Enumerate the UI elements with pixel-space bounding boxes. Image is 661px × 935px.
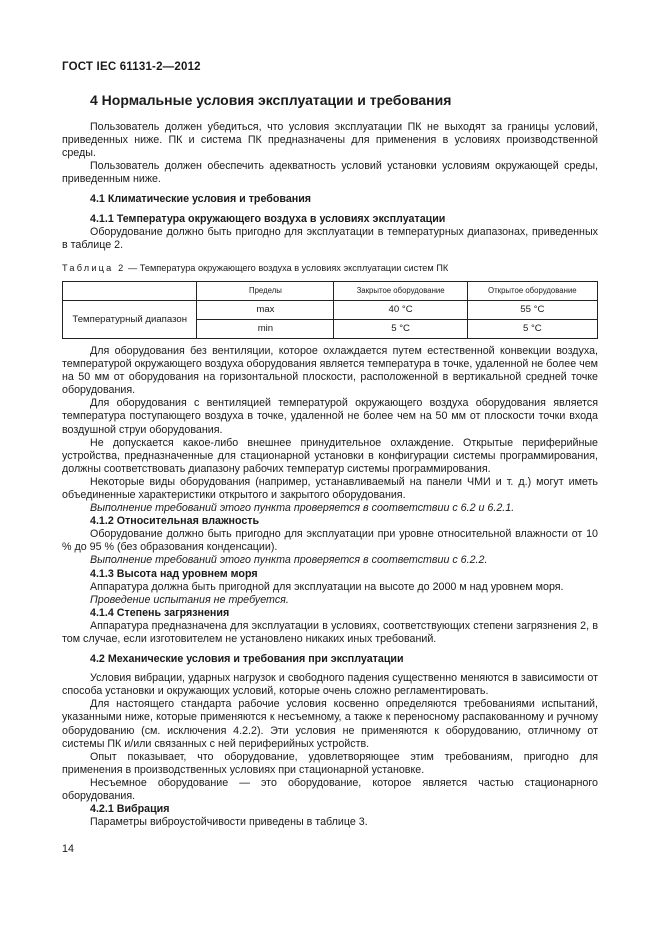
paragraph: Пользователь должен обеспечить адекватность условий установки условиям окружающей среды, приведенным ниже. [62, 160, 598, 186]
paragraph: Аппаратура должна быть пригодной для эксплуатации на высоте до 2000 м над уровнем моря. [90, 580, 564, 593]
table-header-row [63, 281, 598, 300]
clause-heading: 4.1.1 Температура окружающего воздуха в условиях эксплуатации [90, 212, 446, 225]
subsection-heading: 4.1 Климатические условия и требования [90, 193, 312, 206]
cell-min-closed: 5 °С [334, 319, 467, 338]
paragraph: Не допускается какое-либо внешнее принудительное охлаждение. Открытые периферийные устройства, предназначенные для стационарной установки в конфигурации системы программирования, должны соответствовать диапазону рабочих температур системы программирования. [62, 436, 598, 475]
paragraph: Несъемное оборудование — это оборудование, которое является частью стационарного оборудования. [62, 776, 598, 803]
cell-max-label: max [197, 300, 334, 319]
clause-heading: 4.1.2 Относительная влажность [90, 515, 260, 528]
page-number: 14 [62, 843, 74, 855]
section-title: 4 Нормальные условия эксплуатации и требования [90, 92, 452, 108]
paragraph: Оборудование должно быть пригодно для эксплуатации в температурных диапазонах, приведенных в таблице 2. [62, 225, 598, 251]
cell-min-open: 5 °С [467, 319, 597, 338]
paragraph: Некоторые виды оборудования (например, устанавливаемый на панели ЧМИ и т. д.) могут иметь объединенные характеристики открытого и закрытого оборудования. [62, 475, 598, 501]
paragraph: Для настоящего стандарта рабочие условия косвенно определяются требованиями испытаний, указанными ниже, которые применяются к несъемному, а также к переносному распакованному и ручному оборудованию (см. исключения 4.2.2). Эти условия не применяются к оборудованию, отличному от системы ПК и/или связанных с ней периферийных устройств. [62, 698, 598, 750]
cell-max-closed: 40 °С [334, 300, 467, 319]
table-caption-label: Таблица 2 [62, 262, 126, 273]
column-header-closed: Закрытое оборудование [334, 281, 467, 300]
clause-heading: 4.2.1 Вибрация [90, 803, 170, 816]
column-header-limits: Пределы [197, 281, 334, 300]
table-corner-cell [63, 281, 197, 300]
cell-min-label: min [197, 319, 334, 338]
verification-note: Выполнение требований этого пункта проверяется в соответствии с 6.2.2. [90, 554, 488, 567]
table-row [63, 300, 598, 319]
document-header: ГОСТ IEC 61131-2—2012 [62, 61, 201, 73]
paragraph: Оборудование должно быть пригодно для эксплуатации при уровне относительной влажности от 10 % до 95 % (без образования конденсации). [62, 528, 598, 554]
paragraph: Аппаратура предназначена для эксплуатации в условиях, соответствующих степени загрязнения 2, в том случае, если изготовителем не установлено никаких иных требований. [62, 619, 598, 645]
paragraph: Для оборудования без вентиляции, которое охлаждается путем естественной конвекции воздуха, температурой окружающего воздуха оборудования является температура в точке, удаленной не более чем на 50 мм от оборудования на горизонтальной плоскости, расположенной в вертикальной средней точке оборудования. [62, 344, 598, 397]
cell-max-open: 55 °С [467, 300, 597, 319]
table-caption [62, 262, 598, 275]
table-caption-text: — Температура окружающего воздуха в условиях эксплуатации систем ПК [125, 262, 449, 273]
paragraph: Условия вибрации, ударных нагрузок и свободного падения существенно меняются в зависимости от способа установки и окружающих условий, которые очень сложно регламентировать. [62, 672, 598, 698]
document-body [62, 121, 598, 829]
verification-note: Выполнение требований этого пункта проверяется в соответствии с 6.2 и 6.2.1. [90, 502, 515, 515]
subsection-heading: 4.2 Механические условия и требования при эксплуатации [90, 653, 404, 666]
verification-note: Проведение испытания не требуется. [90, 593, 289, 606]
paragraph: Для оборудования с вентиляцией температурой окружающего воздуха оборудования является температура поступающего воздуха в точке, удаленной не более чем на 50 мм от плоскости точки входа воздушной струи оборудования. [62, 397, 598, 436]
paragraph: Опыт показывает, что оборудование, удовлетворяющее этим требованиям, пригодно для применения в производственных условиях при стационарной установке. [62, 750, 598, 776]
paragraph: Параметры виброустойчивости приведены в таблице 3. [90, 816, 368, 829]
paragraph: Пользователь должен убедиться, что условия эксплуатации ПК не выходят за границы условий, приведенных ниже. ПК и система ПК предназначены для применения в условиях производственной среды. [62, 121, 598, 160]
temperature-table [62, 281, 598, 339]
clause-heading: 4.1.4 Степень загрязнения [90, 606, 230, 619]
column-header-open: Открытое оборудование [467, 281, 597, 300]
row-header-temperature: Температурный диапазон [63, 300, 197, 338]
clause-heading: 4.1.3 Высота над уровнем моря [90, 567, 258, 580]
